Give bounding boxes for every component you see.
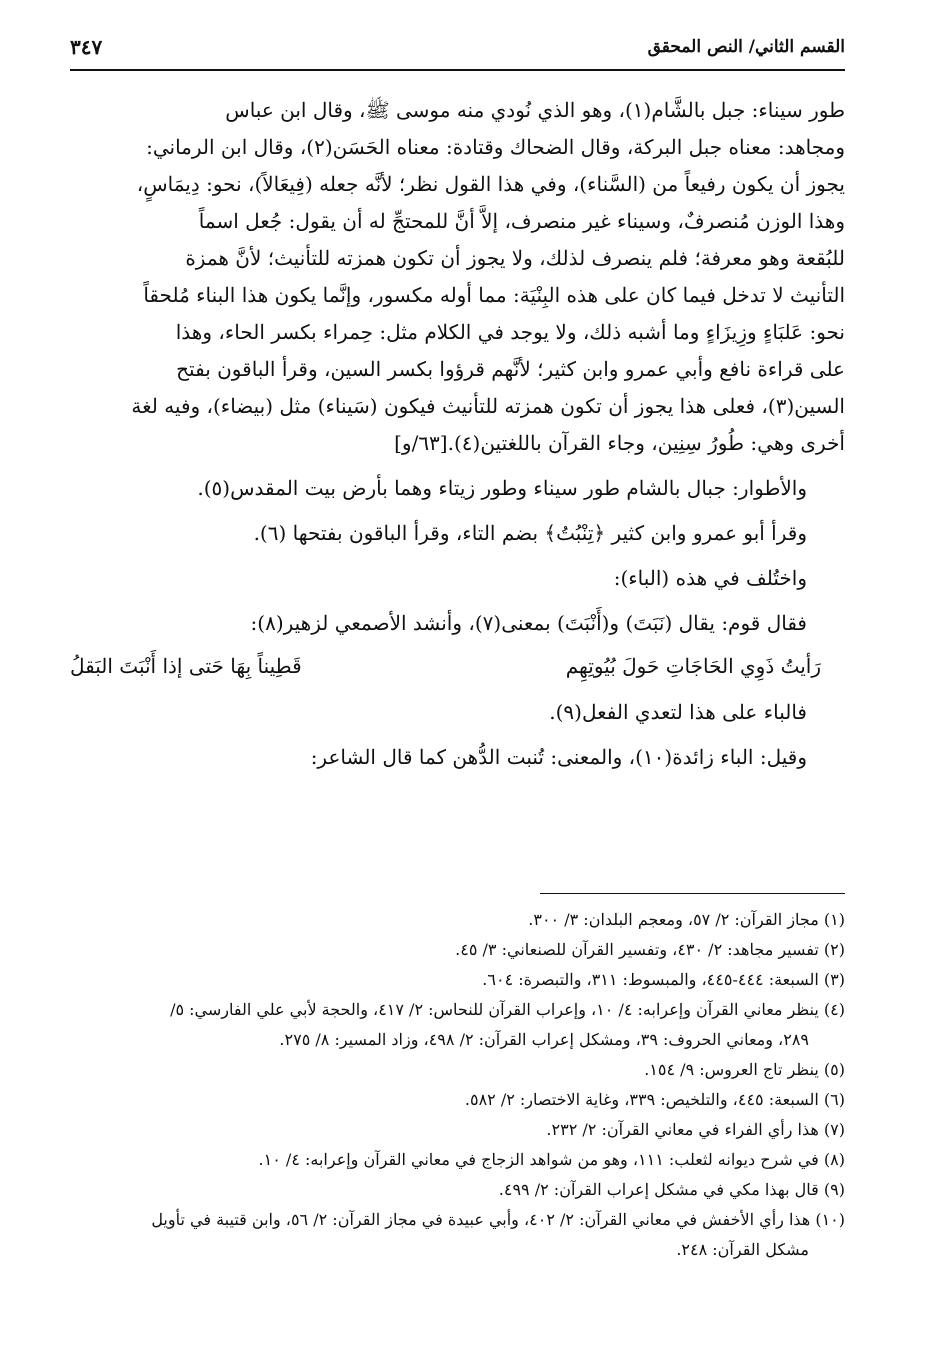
page-header bbox=[70, 33, 845, 73]
footnote: (٣) السبعة: ٤٤٤-٤٤٥، والمبسوط: ٣١١، والتبصرة: ٦٠٤. bbox=[482, 970, 845, 989]
text-line-ikhtulif: واختُلف في هذه (الباء): bbox=[613, 566, 807, 590]
footnote: (٧) هذا رأي الفراء في معاني القرآن: ٢/ ٢٣٢. bbox=[546, 1120, 845, 1139]
text-line: على قراءة نافع وأبي عمرو وابن كثير؛ لأنَّهم قرؤوا بكسر السين، وقرأ الباقون بفتح bbox=[176, 357, 845, 381]
main-text-body bbox=[70, 92, 845, 776]
text-line-atwar: والأطوار: جبال بالشام طور سيناء وطور زيتاء وهما بأرض بيت المقدس(٥). bbox=[197, 476, 807, 500]
header-rule bbox=[70, 69, 845, 71]
text-line: يجوز أن يكون رفيعاً من (السَّناء)، وفي هذا القول نظر؛ لأنَّه جعله (فِيعَالاً)، نحو: دِيمَاسٍ، bbox=[136, 172, 845, 196]
poetry-verse bbox=[70, 648, 845, 688]
footnote-continuation: مشكل القرآن: ٢٤٨. bbox=[676, 1240, 809, 1259]
text-line: وهذا الوزن مُنصرفٌ، وسيناء غير منصرف، إلاَّ أنَّ للمحتجِّ له أن يقول: جُعل اسماً bbox=[198, 209, 845, 233]
text-line-qawm: فقال قوم: يقال (نَبَتَ) و(أَنْبَتَ) بمعنى(٧)، وأنشد الأصمعي لزهير(٨): bbox=[250, 611, 807, 635]
text-line-qiraa: وقرأ أبو عمرو وابن كثير ﴿تِنْبُتُ﴾ بضم التاء، وقرأ الباقون بفتحها (٦). bbox=[253, 521, 807, 545]
footnote: (٢) تفسير مجاهد: ٢/ ٤٣٠، وتفسير القرآن للصنعاني: ٣/ ٤٥. bbox=[455, 940, 845, 959]
text-line: نحو: عَلبَاءٍ وزِيزَاءٍ وما أشبه ذلك، ولا يوجد في الكلام مثل: حِمراء بكسر الحاء، وهذا bbox=[175, 320, 845, 344]
footnote-continuation: ٢٨٩، ومعاني الحروف: ٣٩، ومشكل إعراب القرآن: ٢/ ٤٩٨، وزاد المسير: ٨/ ٢٧٥. bbox=[279, 1030, 809, 1049]
footnote: (١) مجاز القرآن: ٢/ ٥٧، ومعجم البلدان: ٣/ ٣٠٠. bbox=[528, 910, 845, 929]
footnote: (٤) ينظر معاني القرآن وإعرابه: ٤/ ١٠، وإعراب القرآن للنحاس: ٢/ ٤١٧، والحجة لأبي علي الفارسي: ٥/ bbox=[170, 1000, 845, 1019]
footnote: (٥) ينظر تاج العروس: ٩/ ١٥٤. bbox=[644, 1060, 845, 1079]
text-line: التأنيث لا تدخل فيما كان على هذه البِنْيَة: مما أوله مكسور، وإنَّما يكون هذا البناء مُلحقاً bbox=[143, 283, 845, 307]
footnote: (١٠) هذا رأي الأخفش في معاني القرآن: ٢/ ٤٠٢، وأبي عبيدة في مجاز القرآن: ٢/ ٥٦، وابن قتيبة في تأويل bbox=[151, 1210, 845, 1229]
running-header-title: القسم الثاني/ النص المحقق bbox=[647, 37, 845, 57]
verse-first-hemistich: رَأيتُ ذَوِي الحَاجَاتِ حَولَ بُيُوتِهِم bbox=[565, 654, 821, 678]
text-line: السين(٣)، فعلى هذا يجوز أن تكون همزته للتأنيث فيكون (سَيناء) مثل (بيضاء)، وفيه لغة bbox=[131, 394, 845, 418]
text-line: أخرى وهي: طُورُ سِنِين، وجاء القرآن باللغتين(٤).[٦٣/و] bbox=[394, 431, 845, 455]
footnote: (٦) السبعة: ٤٤٥، والتلخيص: ٣٣٩، وغاية الاختصار: ٢/ ٥٨٢. bbox=[464, 1090, 845, 1109]
footnote-separator bbox=[540, 893, 845, 894]
text-line-qila: وقيل: الباء زائدة(١٠)، والمعنى: تُنبت الدُّهن كما قال الشاعر: bbox=[310, 745, 807, 769]
text-line: للبُقعة وهو معرفة؛ فلم ينصرف لذلك، ولا يجوز أن تكون همزته للتأنيث؛ لأنَّ همزة bbox=[185, 246, 845, 270]
page-number: ٣٤٧ bbox=[70, 35, 103, 59]
text-line-fal-baa: فالباء على هذا لتعدي الفعل(٩). bbox=[549, 700, 807, 724]
text-line: طور سيناء: جبل بالشَّام(١)، وهو الذي نُودي منه موسى ﷺ، وقال ابن عباس bbox=[225, 98, 845, 122]
footnotes-section bbox=[70, 905, 845, 1265]
verse-second-hemistich: قَطِيناً بِهَا حَتى إذا أَنْبَتَ البَقلُ bbox=[70, 654, 302, 678]
text-line: ومجاهد: معناه جبل البركة، وقال الضحاك وقتادة: معناه الحَسَن(٢)، وقال ابن الرماني: bbox=[146, 135, 845, 159]
footnote: (٩) قال بهذا مكي في مشكل إعراب القرآن: ٢/ ٤٩٩. bbox=[498, 1180, 845, 1199]
footnote: (٨) في شرح ديوانه لثعلب: ١١١، وهو من شواهد الزجاج في معاني القرآن وإعرابه: ٤/ ١٠. bbox=[258, 1150, 845, 1169]
